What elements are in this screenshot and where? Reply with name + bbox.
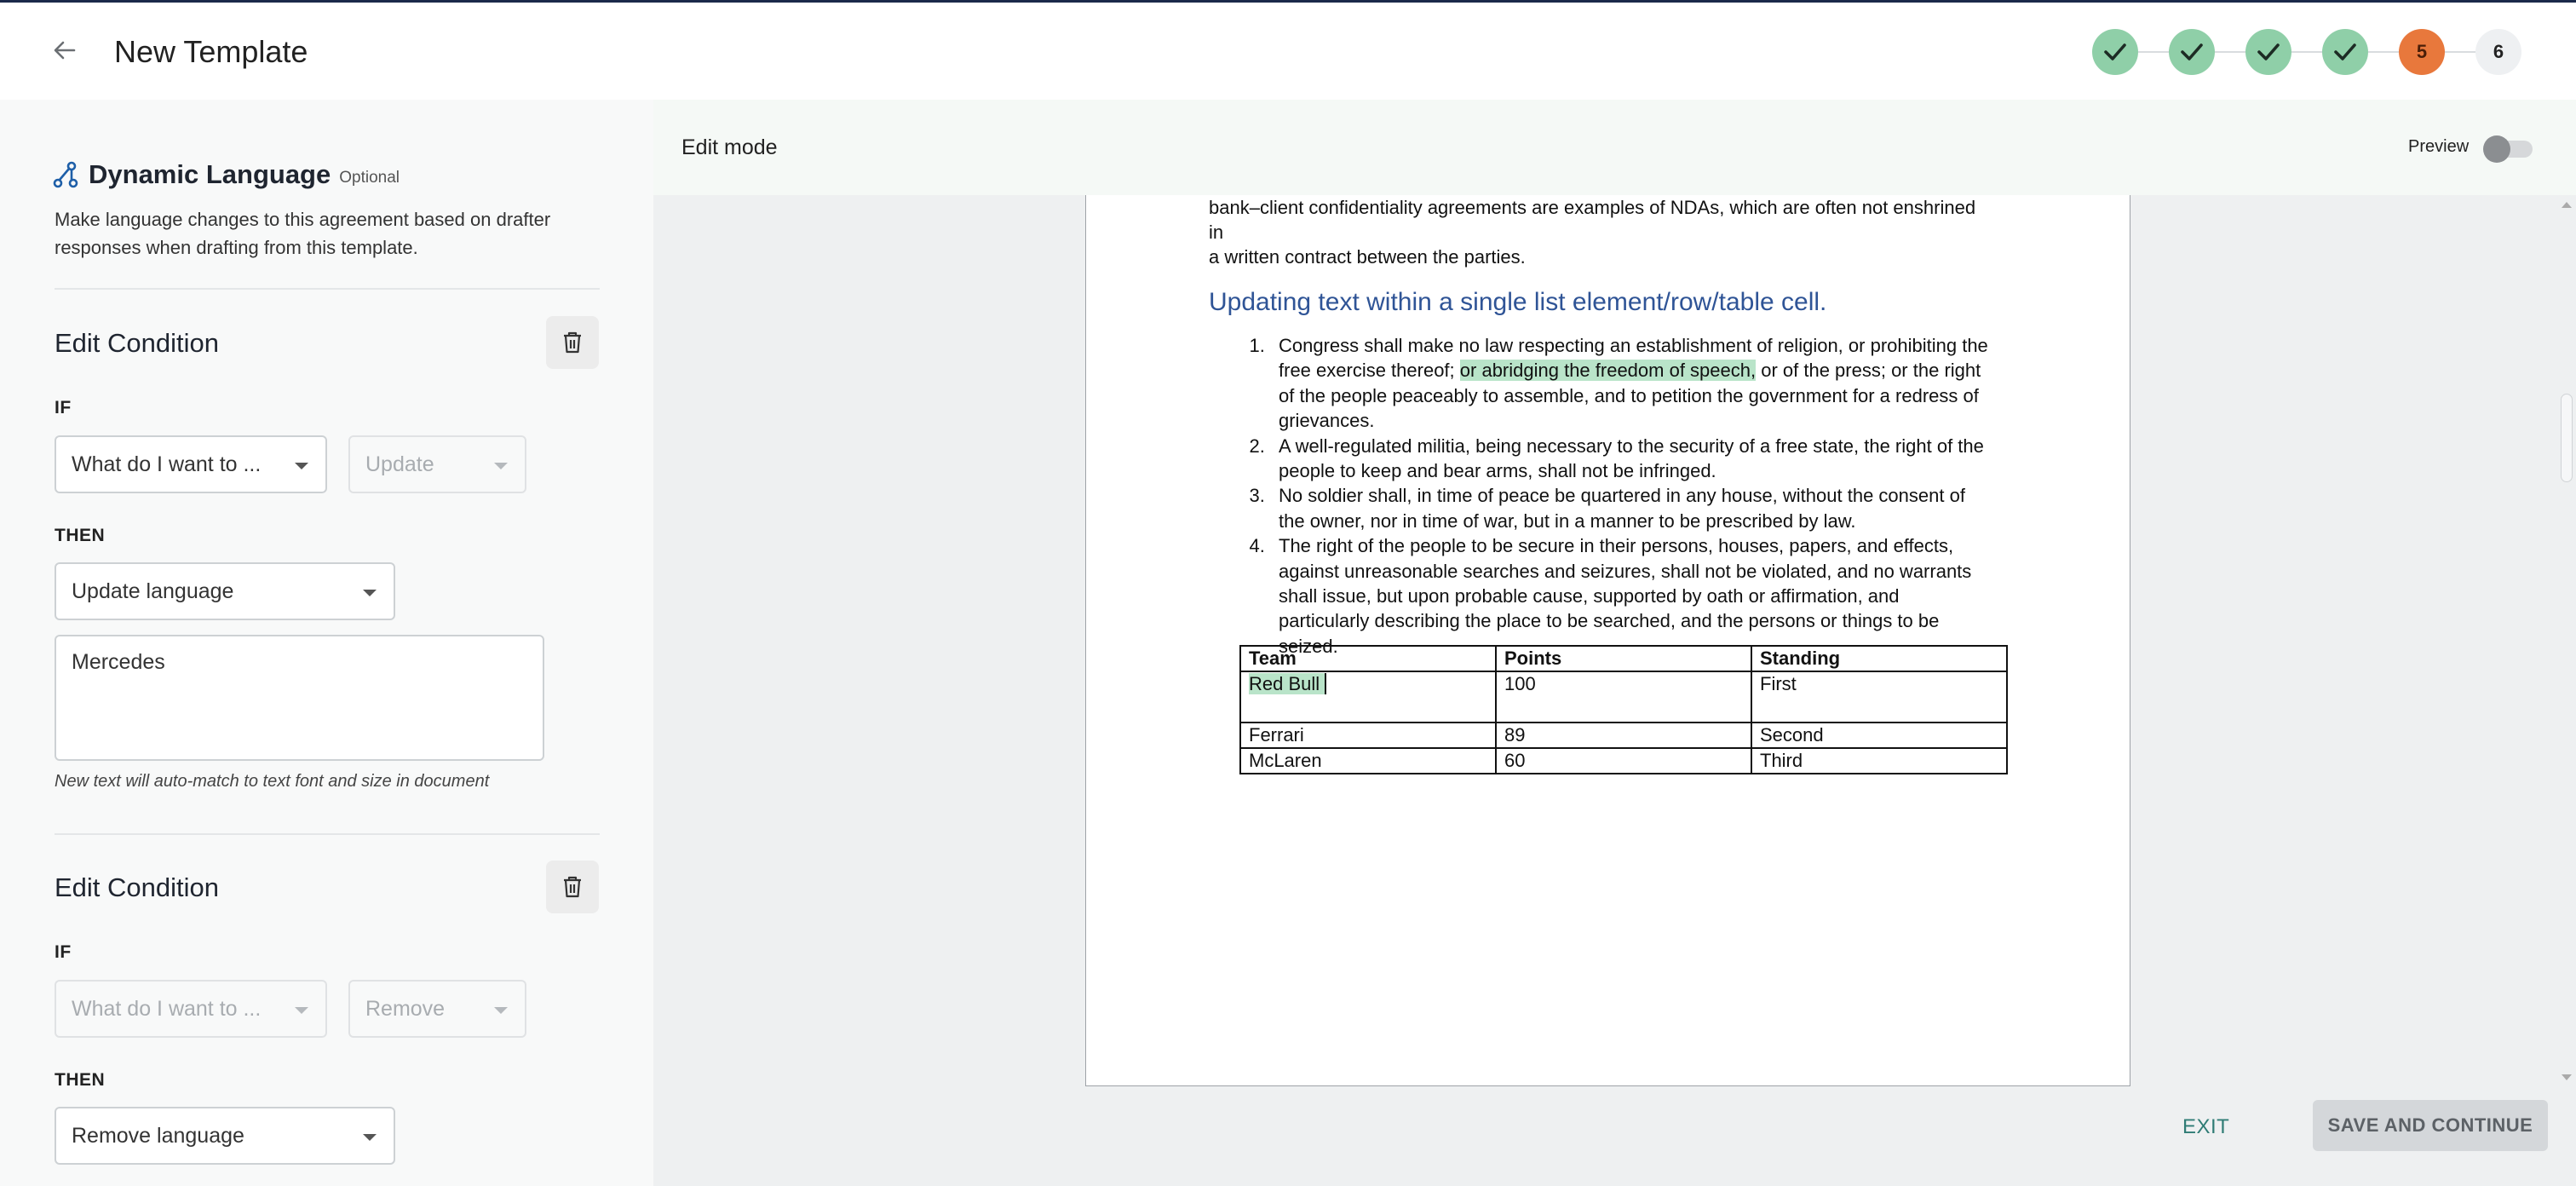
trash-icon bbox=[562, 875, 583, 899]
chevron-down-icon bbox=[494, 1007, 508, 1014]
chevron-down-icon bbox=[363, 590, 377, 596]
back-arrow-icon[interactable] bbox=[48, 33, 82, 67]
step-1-complete[interactable] bbox=[2092, 29, 2138, 75]
table-row bbox=[1240, 748, 2007, 774]
chevron-down-icon bbox=[363, 1134, 377, 1141]
table-cell: Ferrari bbox=[1240, 723, 1496, 748]
auto-match-hint: New text will auto-match to text font and size in document bbox=[55, 772, 490, 791]
table-header: Points bbox=[1496, 646, 1751, 671]
edit-mode-label: Edit mode bbox=[681, 135, 778, 159]
check-icon bbox=[2103, 43, 2127, 61]
scrollbar-thumb[interactable] bbox=[2561, 394, 2573, 482]
chevron-down-icon bbox=[295, 463, 308, 469]
condition-2-question-select[interactable] bbox=[55, 980, 327, 1038]
step-connector bbox=[2215, 51, 2245, 53]
document-content[interactable] bbox=[1209, 195, 1992, 771]
header bbox=[0, 3, 2576, 100]
divider bbox=[55, 288, 600, 290]
table-cell: 60 bbox=[1496, 748, 1751, 774]
select-value: Remove bbox=[365, 996, 446, 1021]
save-and-continue-button[interactable]: SAVE AND CONTINUE bbox=[2313, 1100, 2548, 1151]
chevron-down-icon bbox=[494, 463, 508, 469]
table-header: Standing bbox=[1751, 646, 2007, 671]
scroll-up-arrow-icon[interactable] bbox=[2562, 202, 2572, 208]
step-connector bbox=[2291, 51, 2322, 53]
list-item: 3. No soldier shall, in time of peace be quartered in any house, without the consent of the owner, nor in time of war, but in a manner to be prescribed by law. bbox=[1270, 483, 1992, 533]
select-value: Remove language bbox=[72, 1123, 244, 1148]
step-connector bbox=[2368, 51, 2399, 53]
toggle-knob bbox=[2483, 135, 2510, 163]
highlighted-cell-text: Red Bull bbox=[1249, 673, 1326, 694]
intro-line-2: a written contract between the parties. bbox=[1209, 246, 1526, 268]
intro-line-1: bank–client confidentiality agreements are examples of NDAs, which are often not enshrined in bbox=[1209, 197, 1976, 243]
document-page[interactable] bbox=[1085, 195, 2130, 1086]
condition-2-action-select[interactable] bbox=[348, 980, 526, 1038]
chevron-down-icon bbox=[295, 1007, 308, 1014]
step-6-upcoming[interactable]: 6 bbox=[2475, 29, 2521, 75]
delete-condition-1-button[interactable] bbox=[546, 316, 599, 369]
step-2-complete[interactable] bbox=[2169, 29, 2215, 75]
table-header: Team bbox=[1240, 646, 1496, 671]
condition-1-action-select[interactable] bbox=[348, 435, 526, 493]
page-title: New Template bbox=[114, 34, 308, 69]
table-cell-selected[interactable] bbox=[1240, 671, 1496, 723]
condition-2-then-label: THEN bbox=[55, 1070, 106, 1090]
divider bbox=[55, 833, 600, 835]
table-cell: McLaren bbox=[1240, 748, 1496, 774]
dynamic-language-panel bbox=[0, 100, 653, 1186]
table-header-row bbox=[1240, 646, 2007, 671]
table-cell: Third bbox=[1751, 748, 2007, 774]
list-item: 4. The right of the people to be secure in their persons, houses, papers, and effects, against unreasonable searches and seizures, shall not be violated, and no warrants shall issue, but upon probable cause, supported by oath or affirmation, and particularly describing the place to be searched, and the persons or things to be seized. bbox=[1270, 533, 1992, 659]
step-connector bbox=[2138, 51, 2169, 53]
table-row bbox=[1240, 671, 2007, 723]
list-item: 2. A well-regulated militia, being necessary to the security of a free state, the right of the people to keep and bear arms, shall not be infringed. bbox=[1270, 434, 1992, 484]
preview-toggle[interactable] bbox=[2483, 135, 2536, 161]
condition-1-question-select[interactable] bbox=[55, 435, 327, 493]
document-editor-area bbox=[653, 100, 2576, 1186]
list-text: Congress shall make no law respecting an establishment of religion, or prohibiting the free exercise thereof; bbox=[1279, 335, 1988, 382]
step-4-complete[interactable] bbox=[2322, 29, 2368, 75]
condition-2-if-label: IF bbox=[55, 942, 72, 962]
section-title: Dynamic Language bbox=[89, 159, 331, 189]
step-3-complete[interactable] bbox=[2245, 29, 2291, 75]
select-value: Update language bbox=[72, 579, 234, 603]
table-cell: 100 bbox=[1496, 671, 1751, 723]
exit-button[interactable]: EXIT bbox=[2182, 1115, 2230, 1138]
condition-1-title: Edit Condition bbox=[55, 328, 220, 358]
condition-1-then-label: THEN bbox=[55, 526, 106, 545]
check-icon bbox=[2180, 43, 2204, 61]
condition-2-title: Edit Condition bbox=[55, 872, 220, 902]
select-value: Update bbox=[365, 452, 434, 476]
replacement-text-input[interactable] bbox=[55, 635, 544, 761]
scroll-down-arrow-icon[interactable] bbox=[2562, 1074, 2572, 1080]
select-value: What do I want to ... bbox=[72, 996, 262, 1021]
condition-1-then-select[interactable] bbox=[55, 562, 395, 620]
preview-label: Preview bbox=[2408, 137, 2470, 156]
section-description: Make language changes to this agreement based on drafter responses when drafting from this template. bbox=[55, 209, 551, 258]
table-row bbox=[1240, 723, 2007, 748]
step-5-current[interactable]: 5 bbox=[2399, 29, 2445, 75]
section-header bbox=[53, 158, 400, 192]
editor-toolbar bbox=[653, 100, 2576, 195]
list-item bbox=[1270, 333, 1992, 434]
condition-2-then-select[interactable] bbox=[55, 1107, 395, 1165]
table-cell: First bbox=[1751, 671, 2007, 723]
list-text: or of the press; or the right of the people peaceably to assemble, and to petition the government for a redress of grievances. bbox=[1279, 360, 1981, 432]
trash-icon bbox=[562, 331, 583, 354]
table-cell: Second bbox=[1751, 723, 2007, 748]
select-value: What do I want to ... bbox=[72, 452, 262, 476]
optional-badge: Optional bbox=[339, 169, 400, 187]
branch-icon bbox=[53, 161, 78, 188]
delete-condition-2-button[interactable] bbox=[546, 861, 599, 913]
numbered-list bbox=[1209, 333, 1992, 659]
table-cell: 89 bbox=[1496, 723, 1751, 748]
condition-1-if-label: IF bbox=[55, 398, 72, 417]
step-connector bbox=[2445, 51, 2475, 53]
check-icon bbox=[2333, 43, 2357, 61]
section-heading: Updating text within a single list element/row/table cell. bbox=[1209, 288, 1827, 316]
check-icon bbox=[2257, 43, 2280, 61]
standings-table bbox=[1239, 645, 2008, 774]
highlighted-text[interactable]: or abridging the freedom of speech, bbox=[1459, 360, 1757, 382]
